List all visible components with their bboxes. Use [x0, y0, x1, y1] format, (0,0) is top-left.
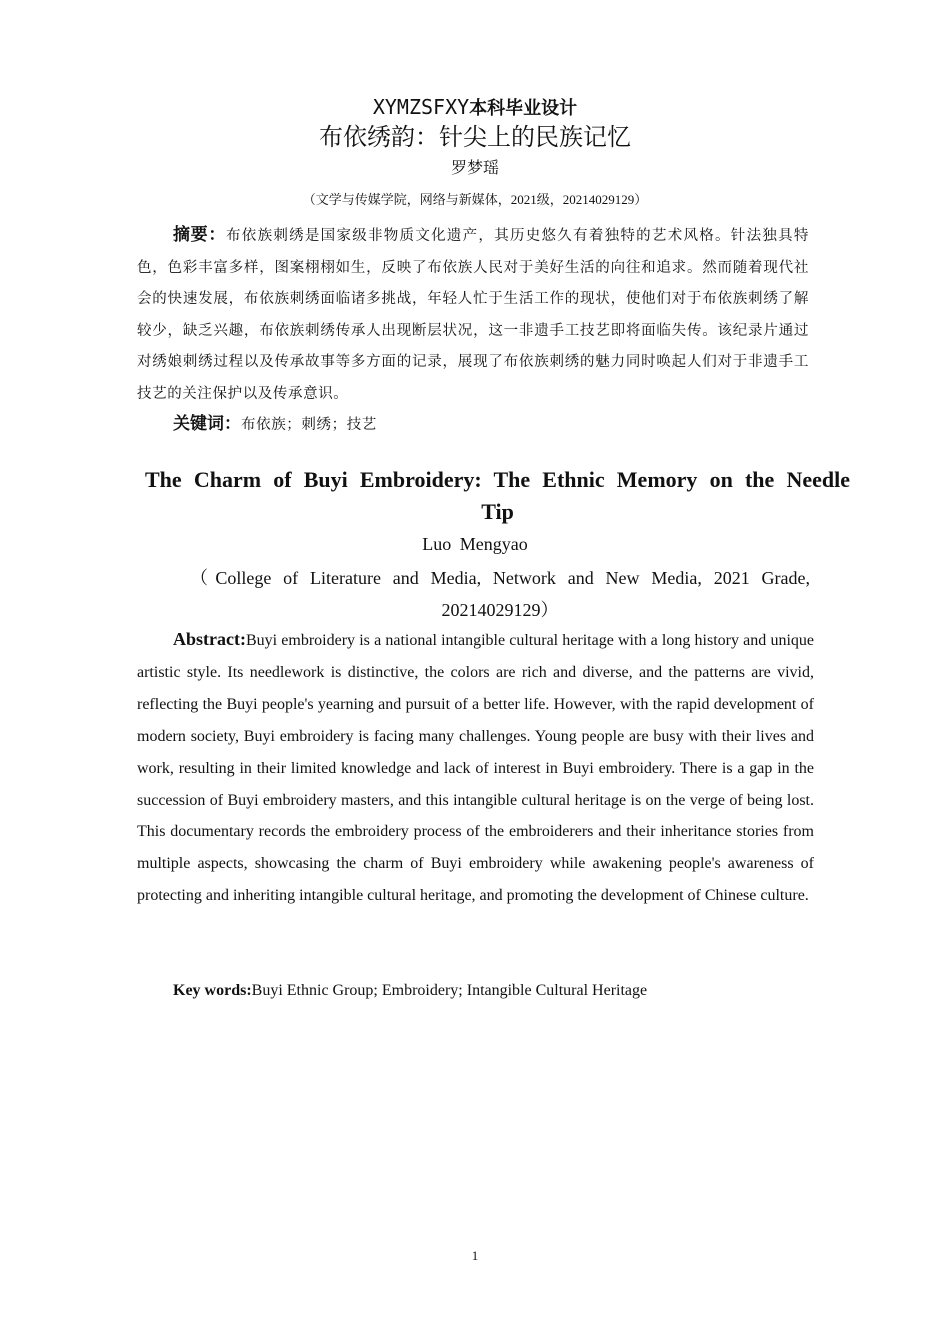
- english-title-line1: The Charm of Buyi Embroidery: The Ethnic Memory on the Needle: [145, 467, 850, 492]
- page-number: 1: [471, 1248, 479, 1263]
- chinese-keywords: [137, 409, 809, 441]
- chinese-author: 罗梦瑶: [450, 160, 499, 177]
- english-author: Luo Mengyao: [422, 534, 528, 554]
- chinese-abstract-text: 布依族刺绣是国家级非物质文化遗产，其历史悠久有着独特的艺术风格。针法独具特色，色彩丰富多样，图案栩栩如生，反映了布依族人民对于美好生活的向往和追求。然而随着现代社会的快速发展，布依族刺绣面临诸多挑战，年轻人忙于生活工作的现状，使他们对于布依族刺绣了解较少，缺乏兴趣，布依族刺绣传承人出现断层状况，这一非遗手工技艺即将面临失传。该纪录片通过对绣娘刺绣过程以及传承故事等多方面的记录，展现了布依族刺绣的魅力同时唤起人们对于非遗手工技艺的关注保护以及传承意识。: [137, 228, 810, 402]
- english-title-line2: Tip: [481, 499, 514, 524]
- english-affiliation: （College of Literature and Media, Network and New Media, 2021 Grade, 20214029129）: [190, 568, 810, 620]
- school-code: XYMZSFXY: [372, 95, 470, 119]
- chinese-affiliation: （文学与传媒学院，网络与新媒体，2021级，20214029129）: [302, 192, 648, 207]
- english-abstract-label: Abstract:: [173, 629, 246, 649]
- english-abstract-text: Buyi embroidery is a national intangible cultural heritage with a long history and unique artistic style. Its needlework is distinctive, the colors are rich and diverse, and the patterns are vivid, reflecting the Buyi people's yearning and pursuit of a better life. However, with the rapid development of modern society, Buyi embroidery is facing many challenges. Young people are busy with their lives and work, resulting in their limited knowledge and lack of interest in Buyi embroidery. There is a gap in the succession of Buyi embroidery masters, and this intangible cultural heritage is on the verge of being lost. This documentary records the embroidery process of the embroiderers and their inheritance stories from multiple aspects, showcasing the charm of Buyi embroidery while awakening people's awareness of protecting and inheriting intangible cultural heritage, and promoting the development of Chinese culture.: [137, 632, 814, 905]
- chinese-keywords-label: 关键词：: [173, 414, 241, 434]
- chinese-keywords-text: 布依族；刺绣；技艺: [241, 417, 377, 433]
- english-abstract: [137, 624, 814, 912]
- chinese-abstract: [137, 220, 809, 410]
- chinese-title: 布依绣韵：针尖上的民族记忆: [319, 123, 631, 151]
- english-keywords-text: Buyi Ethnic Group; Embroidery; Intangible Cultural Heritage: [251, 982, 648, 999]
- english-title: [145, 464, 850, 528]
- english-keywords-label: Key words:: [173, 982, 252, 999]
- chinese-abstract-label: 摘要：: [173, 225, 227, 245]
- document-type-label: 本科毕业设计: [469, 98, 578, 119]
- english-keywords: [137, 975, 814, 1006]
